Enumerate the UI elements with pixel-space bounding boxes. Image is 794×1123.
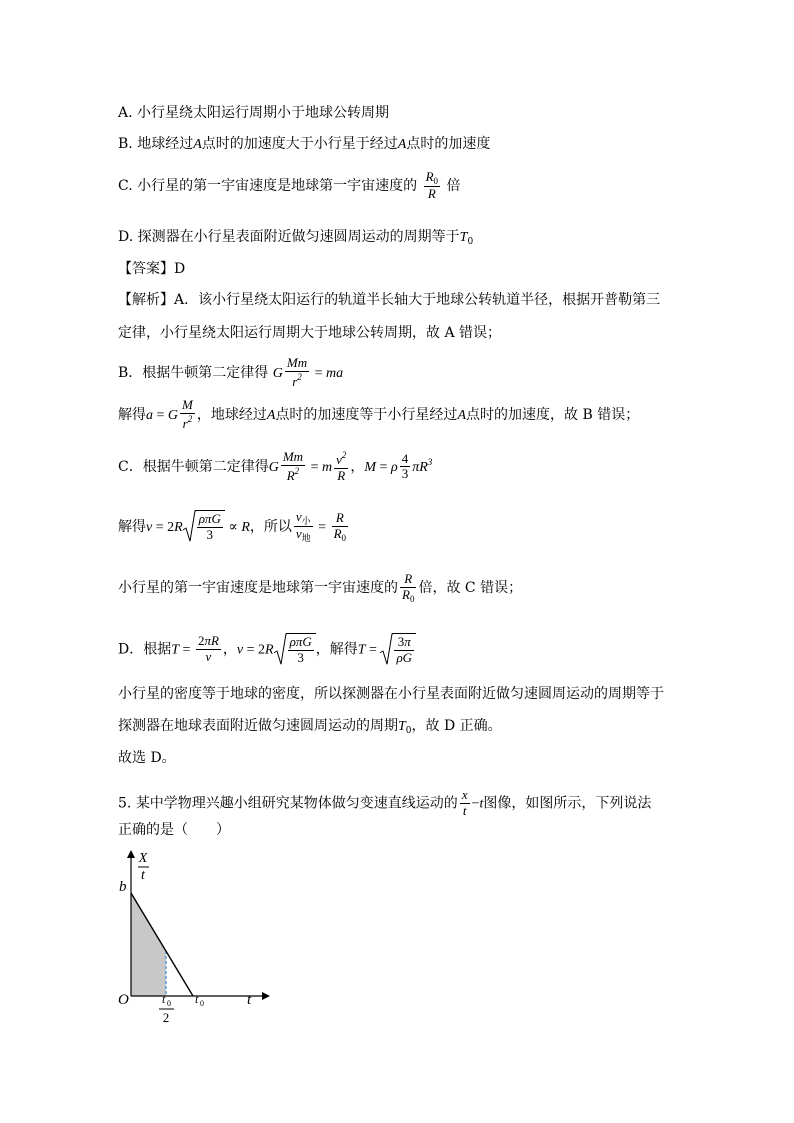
option-c-den: R	[427, 186, 436, 202]
formula-c-centripetal-fraction: $\frac{v^2}{R}$	[336, 450, 347, 483]
analysis-d-text-2: 小行星的密度等于地球的密度，所以探测器在小行星表面附近做匀速圆周运动的周期等于	[118, 686, 664, 702]
xt-t-graph	[110, 846, 280, 1031]
formula-a-fraction: $\frac{M}{r^2}$	[182, 397, 193, 431]
analysis-b-var-a: A	[266, 407, 276, 423]
x-axis-arrow	[262, 992, 270, 1000]
analysis-a-text-1: A．该小行星绕太阳运行的轨道半长轴大于地球公转轨道半径，根据开普勒第三	[174, 292, 661, 308]
option-c	[118, 170, 460, 202]
analysis-d-var-t: T	[398, 719, 406, 734]
end-tick-label: t	[195, 992, 199, 1006]
analysis-b-solve: 解得	[118, 406, 146, 423]
option-d-var-sub: 0	[467, 237, 474, 247]
option-d-var: T	[459, 230, 468, 245]
analysis-label: 【解析】	[118, 292, 174, 308]
option-a-text: 小行星绕太阳运行周期小于地球公转周期	[137, 105, 390, 121]
half-tick-numerator-sub: 0	[167, 999, 171, 1008]
analysis-a-text-2: 定律，小行星绕太阳运行周期大于地球公转周期，故 A 错误；	[118, 325, 502, 341]
answer-label: 【答案】D	[118, 261, 186, 277]
question-5-text-post: 图像，如图所示，下列说法	[483, 795, 652, 812]
formula-d-sqrt-1: $\frac{\text{ρπG}}{3}$	[274, 633, 316, 666]
analysis-a-line-2	[118, 326, 501, 340]
analysis-c-so: ，所以	[249, 518, 292, 535]
analysis-c-conclusion-post: 倍，故 C 错误；	[418, 580, 523, 597]
analysis-c-line-1: C．根据牛顿第二定律得G $\frac{Mm}{R^2}$ = m $\frac{v^2}{R}$ ，M = ρ $\frac{4}{3}$ $\pi R^3$	[118, 449, 433, 483]
analysis-d-line-2	[118, 687, 664, 701]
analysis-d-text-3-post: ，故 D 正确。	[411, 718, 502, 734]
analysis-d-line-1: D．根据T = $\frac{2\pi R}{v}$ ，v = 2R $\frac{\text{ρπG}}{3}$ ，解得T = $\frac{3\pi}{\rho G}$	[118, 633, 416, 666]
y-label-numerator: X	[138, 851, 148, 866]
analysis-b-post: 点时的加速度，故 B 错误；	[466, 406, 640, 423]
analysis-c-pre: C．根据牛顿第二定律得	[118, 458, 269, 475]
question-5-number: 5.	[118, 795, 132, 812]
analysis-c-line-3	[118, 572, 522, 604]
option-c-num-sub: 0	[433, 176, 439, 186]
option-b-var-2: A	[397, 137, 407, 152]
analysis-conclusion	[118, 751, 176, 765]
answer-line	[118, 262, 185, 276]
formula-c-sqrt: $\frac{\text{ρπG}}{3}$	[183, 510, 225, 543]
option-c-fraction	[424, 170, 440, 202]
option-d	[118, 230, 473, 247]
option-b-text-3: 点时的加速度	[406, 136, 491, 152]
formula-equals-ma: = ma	[311, 365, 344, 381]
formula-a-equals: a = G	[146, 407, 179, 423]
formula-c-volume-fraction: $\frac{4}{3}$	[401, 450, 409, 482]
option-b-letter: B.	[118, 136, 133, 152]
intercept-label: b	[119, 879, 127, 895]
x-axis-label: t	[247, 992, 252, 1008]
y-label-denominator: t	[141, 868, 145, 883]
formula-d-period-fraction: $\frac{2\pi R}{v}$	[197, 633, 219, 664]
option-b-var: A	[193, 137, 202, 152]
option-b-text-1: 地球经过	[137, 136, 194, 152]
analysis-c-line-2: 解得v = 2R $\frac{\text{ρπG}}{3}$ ∝ R，所以 $\frac{v_小}{v_地}$ = $\frac{R}{R_0}$	[118, 509, 347, 544]
analysis-b-mid2: 点时的加速度等于小行星经过	[275, 406, 458, 423]
analysis-b-mid: ，地球经过	[196, 406, 267, 423]
analysis-d-pre: D．根据	[118, 641, 172, 658]
analysis-conclusion-text: 故选 D。	[118, 750, 176, 766]
analysis-b-line-2	[118, 398, 639, 432]
option-d-letter: D.	[118, 229, 134, 245]
formula-c-conclusion-fraction: $\frac{R}{R_0}$	[402, 571, 415, 604]
analysis-d-mid: ，解得	[315, 641, 358, 658]
option-c-num: R	[425, 169, 434, 184]
half-tick-numerator: t	[162, 992, 166, 1006]
analysis-b-var-a-2: A	[457, 407, 466, 423]
option-a-letter: A.	[118, 105, 133, 121]
formula-c-ratio-left: $\frac{v_小}{v_地}$	[295, 509, 311, 544]
y-axis-arrow	[127, 850, 135, 858]
option-c-letter: C.	[118, 178, 133, 195]
question-5-xt-fraction: $\frac{x}{t}$	[461, 787, 468, 818]
option-c-text-1: 小行星的第一宇宙速度是地球第一宇宙速度的	[137, 178, 418, 195]
question-5-line-1: 5. 某中学物理兴趣小组研究某物体做匀变速直线运动的 $\frac{x}{t}$ −t图像，如图所示，下列说法	[118, 787, 652, 818]
analysis-b-pre: B．根据牛顿第二定律得	[118, 364, 269, 381]
formula-g: G	[272, 365, 283, 381]
analysis-c-solve: 解得	[118, 518, 146, 535]
option-b-text-2: 点时的加速度大于小行星于经过	[201, 136, 398, 152]
shaded-area	[131, 893, 166, 996]
question-5-text-pre: 某中学物理兴趣小组研究某物体做匀变速直线运动的	[135, 795, 458, 812]
analysis-c-conclusion-pre: 小行星的第一宇宙速度是地球第一宇宙速度的	[118, 580, 398, 597]
origin-label: O	[118, 992, 129, 1008]
end-tick-label-sub: 0	[200, 999, 204, 1008]
formula-gravity-fraction: $\frac{Mm}{r^2}$	[286, 355, 308, 389]
formula-d-sqrt-2: $\frac{3\pi}{\rho G}$	[380, 633, 416, 666]
option-d-text-1: 探测器在小行星表面附近做匀速圆周运动的周期等于	[137, 229, 460, 245]
analysis-d-text-3-pre: 探测器在地球表面附近做匀速圆周运动的周期	[118, 718, 398, 734]
analysis-d-line-3: 探测器在地球表面附近做匀速圆周运动的周期$T_0$，故 D 正确。	[118, 718, 502, 736]
option-a	[118, 106, 389, 120]
formula-c-gravity-fraction: $\frac{Mm}{R^2}$	[282, 449, 304, 483]
half-tick-denominator: 2	[162, 1010, 170, 1025]
analysis-a-line-1	[118, 293, 660, 307]
option-b	[118, 137, 490, 152]
question-5-text-2: 正确的是（ ）	[118, 822, 230, 838]
question-5-line-2	[118, 823, 230, 837]
analysis-b-line-1	[118, 356, 343, 390]
option-c-text-2: 倍	[446, 178, 461, 195]
formula-c-ratio-right: $\frac{R}{R_0}$	[333, 509, 347, 543]
